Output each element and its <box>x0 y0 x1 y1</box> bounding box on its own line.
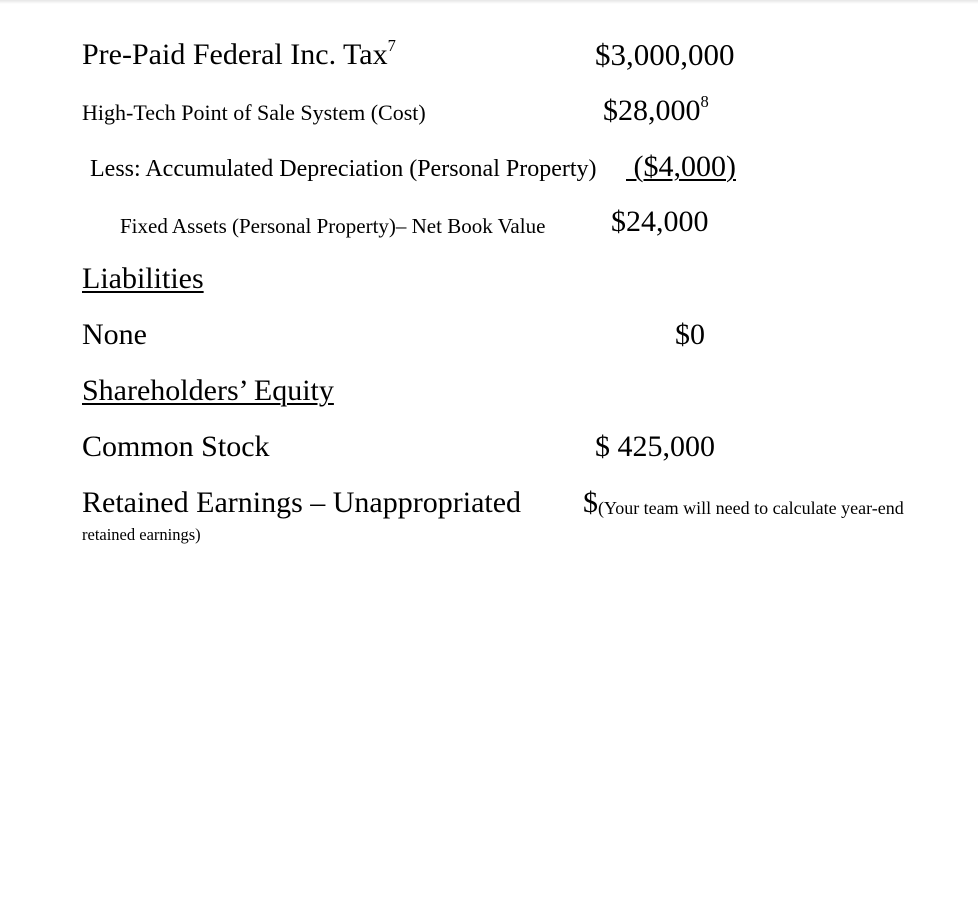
none-value: $0 <box>675 318 705 351</box>
retained-earnings-note-line1: (Your team will need to calculate year-end <box>598 498 904 518</box>
none-label: None <box>82 318 147 351</box>
net-book-value-value: $24,000 <box>611 205 709 238</box>
footnote-7: 7 <box>387 36 396 55</box>
retained-earnings-dollar: $ <box>583 486 598 519</box>
prepaid-tax-label: Pre-Paid Federal Inc. Tax$^7$ <box>82 36 396 71</box>
common-stock-label: Common Stock <box>82 430 270 463</box>
accum-depreciation-value: ($4,000) <box>626 150 736 183</box>
common-stock-value: $ 425,000 <box>595 430 715 463</box>
pos-system-label: High-Tech Point of Sale System (Cost) <box>82 100 426 125</box>
retained-earnings-label: Retained Earnings – Unappropriated <box>82 486 522 519</box>
accum-depreciation-label: Less: Accumulated Depreciation (Personal Property) <box>90 156 597 182</box>
prepaid-tax-value: $3,000,000 <box>595 37 735 72</box>
footnote-8: 8 <box>700 92 709 111</box>
retained-earnings-note-line2: retained earnings) <box>82 525 201 544</box>
liabilities-heading: Liabilities <box>82 262 204 295</box>
equity-heading: Shareholders’ Equity <box>82 374 334 407</box>
pos-system-value: $28,000$^8$ <box>603 92 709 127</box>
net-book-value-label: Fixed Assets (Personal Property)– Net Book Value <box>120 214 546 238</box>
page-top-edge <box>0 0 978 4</box>
